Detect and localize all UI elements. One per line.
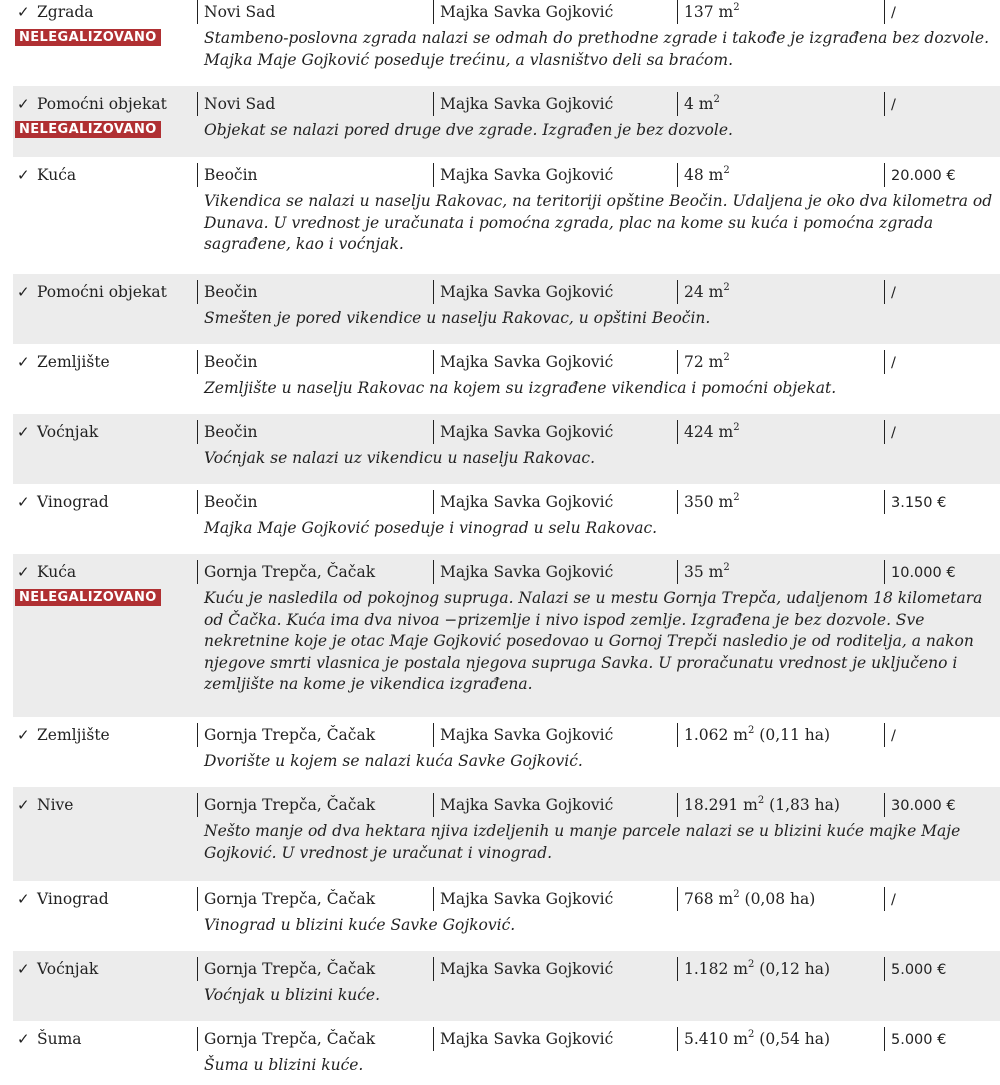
value: 3.150 € [891, 495, 947, 511]
owner-cell [433, 723, 677, 747]
owner: Majka Savka Gojković [440, 283, 614, 301]
description: Voćnjak u blizini kuće. [204, 986, 381, 1004]
table-row [13, 787, 1000, 881]
area: 424 m [684, 423, 734, 441]
area: 1.182 m [684, 960, 748, 978]
table-row [13, 157, 1000, 274]
owner: Majka Savka Gojković [440, 493, 614, 511]
area: 18.291 m [684, 796, 758, 814]
value: / [891, 5, 896, 21]
owner: Majka Savka Gojković [440, 3, 614, 21]
owner-cell [433, 350, 677, 374]
location: Beočin [204, 166, 258, 184]
value-cell [884, 957, 999, 981]
value-cell [884, 1027, 999, 1051]
owner: Majka Savka Gojković [440, 95, 614, 113]
check-icon: ✓ [17, 423, 30, 441]
badge-slot [13, 1053, 197, 1077]
description: Vinograd u blizini kuće Savke Gojković. [204, 916, 516, 934]
property-type-cell [13, 0, 197, 24]
property-type-cell [13, 280, 197, 304]
area: 4 m [684, 95, 714, 113]
table-row [13, 1021, 1000, 1085]
area-unit-superscript: 2 [723, 561, 730, 573]
owner-cell [433, 420, 677, 444]
badge-slot [13, 26, 197, 71]
check-icon: ✓ [17, 563, 30, 581]
value-cell [884, 280, 999, 304]
location-cell [197, 280, 433, 304]
property-type: Šuma [37, 1030, 82, 1048]
location-cell [197, 163, 433, 187]
location-cell [197, 957, 433, 981]
area-cell [677, 280, 884, 304]
owner: Majka Savka Gojković [440, 960, 614, 978]
badge-slot [13, 819, 197, 864]
area-unit-superscript: 2 [748, 724, 755, 736]
property-type-cell [13, 957, 197, 981]
property-type-cell [13, 350, 197, 374]
table-row [13, 717, 1000, 787]
area-cell [677, 1027, 884, 1051]
value-cell [884, 420, 999, 444]
value-cell [884, 0, 999, 24]
badge-slot [13, 446, 197, 470]
property-type: Kuća [37, 166, 77, 184]
property-type-cell [13, 163, 197, 187]
location-cell [197, 92, 433, 116]
owner-cell [433, 92, 677, 116]
value-cell [884, 163, 999, 187]
value-cell [884, 723, 999, 747]
badge-slot [13, 306, 197, 330]
area: 350 m [684, 493, 734, 511]
location-cell [197, 723, 433, 747]
location: Gornja Trepča, Čačak [204, 726, 376, 744]
area-extra: (0,12 ha) [754, 960, 831, 978]
property-type-cell [13, 723, 197, 747]
area-unit-superscript: 2 [733, 421, 740, 433]
check-icon: ✓ [17, 283, 30, 301]
area: 35 m [684, 563, 724, 581]
description: Smešten je pored vikendice u naselju Rakovac, u opštini Beočin. [204, 309, 711, 327]
area-unit-superscript: 2 [723, 351, 730, 363]
owner: Majka Savka Gojković [440, 726, 614, 744]
owner-cell [433, 957, 677, 981]
property-table [13, 0, 1000, 1085]
check-icon: ✓ [17, 960, 30, 978]
check-icon: ✓ [17, 353, 30, 371]
area-unit-superscript: 2 [733, 1, 740, 13]
badge-slot [13, 586, 197, 696]
area-extra: (0,08 ha) [739, 890, 816, 908]
value-cell [884, 490, 999, 514]
value: 20.000 € [891, 168, 956, 184]
value: 30.000 € [891, 798, 956, 814]
description: Majka Maje Gojković poseduje i vinograd u selu Rakovac. [204, 519, 658, 537]
area-cell [677, 957, 884, 981]
area-unit-superscript: 2 [733, 491, 740, 503]
location: Novi Sad [204, 3, 276, 21]
area: 137 m [684, 3, 734, 21]
location: Novi Sad [204, 95, 276, 113]
property-type: Kuća [37, 563, 77, 581]
value: / [891, 355, 896, 371]
area: 72 m [684, 353, 724, 371]
area-unit-superscript: 2 [713, 93, 720, 105]
location-cell [197, 560, 433, 584]
property-type: Zemljište [37, 726, 110, 744]
area-unit-superscript: 2 [723, 164, 730, 176]
table-row [13, 414, 1000, 484]
property-type: Zemljište [37, 353, 110, 371]
unlegalized-badge: NELEGALIZOVANO [15, 29, 161, 46]
area: 24 m [684, 283, 724, 301]
property-type-cell [13, 92, 197, 116]
property-type: Pomoćni objekat [37, 283, 167, 301]
unlegalized-badge: NELEGALIZOVANO [15, 589, 161, 606]
area-cell [677, 0, 884, 24]
area: 48 m [684, 166, 724, 184]
value: 5.000 € [891, 962, 947, 978]
location-cell [197, 350, 433, 374]
value-cell [884, 887, 999, 911]
value: / [891, 285, 896, 301]
area: 768 m [684, 890, 734, 908]
location: Gornja Trepča, Čačak [204, 1030, 376, 1048]
description: Dvorište u kojem se nalazi kuća Savke Gojković. [204, 752, 583, 770]
area: 1.062 m [684, 726, 748, 744]
owner: Majka Savka Gojković [440, 890, 614, 908]
description: Šuma u blizini kuće. [204, 1056, 364, 1074]
owner: Majka Savka Gojković [440, 563, 614, 581]
check-icon: ✓ [17, 166, 30, 184]
area-extra: (0,11 ha) [754, 726, 831, 744]
owner-cell [433, 1027, 677, 1051]
location-cell [197, 793, 433, 817]
location: Gornja Trepča, Čačak [204, 890, 376, 908]
description: Vikendica se nalazi u naselju Rakovac, na teritoriji opštine Beočin. Udaljena je oko dva kilometra od Dunava. U vrednost je uračunata i pomoćna zgrada, plac na kome su kuća i pomoćna zgrada sagrađene, kao i voćnjak. [204, 192, 993, 253]
value: / [891, 97, 896, 113]
property-type: Zgrada [37, 3, 94, 21]
property-type-cell [13, 887, 197, 911]
property-type: Voćnjak [37, 960, 99, 978]
owner: Majka Savka Gojković [440, 166, 614, 184]
owner-cell [433, 0, 677, 24]
badge-slot [13, 118, 197, 142]
owner-cell [433, 793, 677, 817]
badge-slot [13, 189, 197, 256]
check-icon: ✓ [17, 3, 30, 21]
property-type-cell [13, 560, 197, 584]
property-type: Nive [37, 796, 74, 814]
area-cell [677, 560, 884, 584]
owner-cell [433, 490, 677, 514]
owner-cell [433, 163, 677, 187]
property-type: Vinograd [37, 890, 109, 908]
table-row [13, 554, 1000, 717]
area-unit-superscript: 2 [733, 888, 740, 900]
area-cell [677, 723, 884, 747]
description: Stambeno-poslovna zgrada nalazi se odmah do prethodne zgrade i takođe je izgrađena bez dozvole. Majka Maje Gojković poseduje trećinu, a vlasništvo deli sa braćom. [204, 29, 989, 69]
check-icon: ✓ [17, 493, 30, 511]
owner-cell [433, 280, 677, 304]
description: Zemljište u naselju Rakovac na kojem su izgrađene vikendica i pomoćni objekat. [204, 379, 837, 397]
owner: Majka Savka Gojković [440, 423, 614, 441]
badge-slot [13, 983, 197, 1007]
location: Gornja Trepča, Čačak [204, 796, 376, 814]
description: Nešto manje od dva hektara njiva izdeljenih u manje parcele nalazi se u blizini kuće majke Maje Gojković. U vrednost je uračunat i vinograd. [204, 822, 961, 862]
owner: Majka Savka Gojković [440, 353, 614, 371]
badge-slot [13, 913, 197, 937]
table-row [13, 0, 1000, 86]
check-icon: ✓ [17, 726, 30, 744]
location: Beočin [204, 353, 258, 371]
table-row [13, 274, 1000, 344]
value: / [891, 728, 896, 744]
badge-slot [13, 516, 197, 540]
value-cell [884, 793, 999, 817]
area: 5.410 m [684, 1030, 748, 1048]
property-type: Vinograd [37, 493, 109, 511]
value-cell [884, 350, 999, 374]
location-cell [197, 887, 433, 911]
description: Kuću je nasledila od pokojnog supruga. Nalazi se u mestu Gornja Trepča, udaljenom 18 kilometara od Čačka. Kuća ima dva nivoa −prizemlje i nivo ispod zemlje. Izgrađena je bez dozvole. Sve nekretnine koje je otac Maje Gojković posedovao u Gornoj Trepči nasledio je od roditelja, a nakon njegove smrti vlasnica je postala njegova supruga Savka. U proračunatu vrednost je uključeno i zemljište na kome je vikendica izgrađena. [204, 589, 983, 693]
table-row [13, 881, 1000, 951]
unlegalized-badge: NELEGALIZOVANO [15, 121, 161, 138]
check-icon: ✓ [17, 95, 30, 113]
table-row [13, 484, 1000, 554]
check-icon: ✓ [17, 1030, 30, 1048]
location-cell [197, 1027, 433, 1051]
table-row [13, 86, 1000, 157]
owner-cell [433, 560, 677, 584]
owner-cell [433, 887, 677, 911]
check-icon: ✓ [17, 796, 30, 814]
location: Gornja Trepča, Čačak [204, 960, 376, 978]
area-unit-superscript: 2 [748, 1028, 755, 1040]
property-type-cell [13, 1027, 197, 1051]
description: Voćnjak se nalazi uz vikendicu u naselju Rakovac. [204, 449, 595, 467]
location: Beočin [204, 423, 258, 441]
area-extra: (1,83 ha) [764, 796, 840, 814]
property-type-cell [13, 490, 197, 514]
badge-slot [13, 749, 197, 773]
owner: Majka Savka Gojković [440, 796, 614, 814]
area-cell [677, 793, 884, 817]
description: Objekat se nalazi pored druge dve zgrade. Izgrađen je bez dozvole. [204, 121, 733, 139]
area-cell [677, 420, 884, 444]
property-type: Pomoćni objekat [37, 95, 167, 113]
check-icon: ✓ [17, 890, 30, 908]
owner: Majka Savka Gojković [440, 1030, 614, 1048]
location: Beočin [204, 283, 258, 301]
table-row [13, 951, 1000, 1021]
property-type: Voćnjak [37, 423, 99, 441]
property-type-cell [13, 793, 197, 817]
location: Beočin [204, 493, 258, 511]
location-cell [197, 420, 433, 444]
area-unit-superscript: 2 [723, 281, 730, 293]
value: / [891, 892, 896, 908]
table-row [13, 344, 1000, 414]
value-cell [884, 560, 999, 584]
value-cell [884, 92, 999, 116]
location: Gornja Trepča, Čačak [204, 563, 376, 581]
area-cell [677, 92, 884, 116]
location-cell [197, 490, 433, 514]
area-cell [677, 350, 884, 374]
property-type-cell [13, 420, 197, 444]
value: 10.000 € [891, 565, 956, 581]
location-cell [197, 0, 433, 24]
badge-slot [13, 376, 197, 400]
value: 5.000 € [891, 1032, 947, 1048]
area-extra: (0,54 ha) [754, 1030, 831, 1048]
value: / [891, 425, 896, 441]
area-cell [677, 887, 884, 911]
area-unit-superscript: 2 [748, 958, 755, 970]
area-unit-superscript: 2 [757, 794, 765, 806]
area-cell [677, 490, 884, 514]
area-cell [677, 163, 884, 187]
